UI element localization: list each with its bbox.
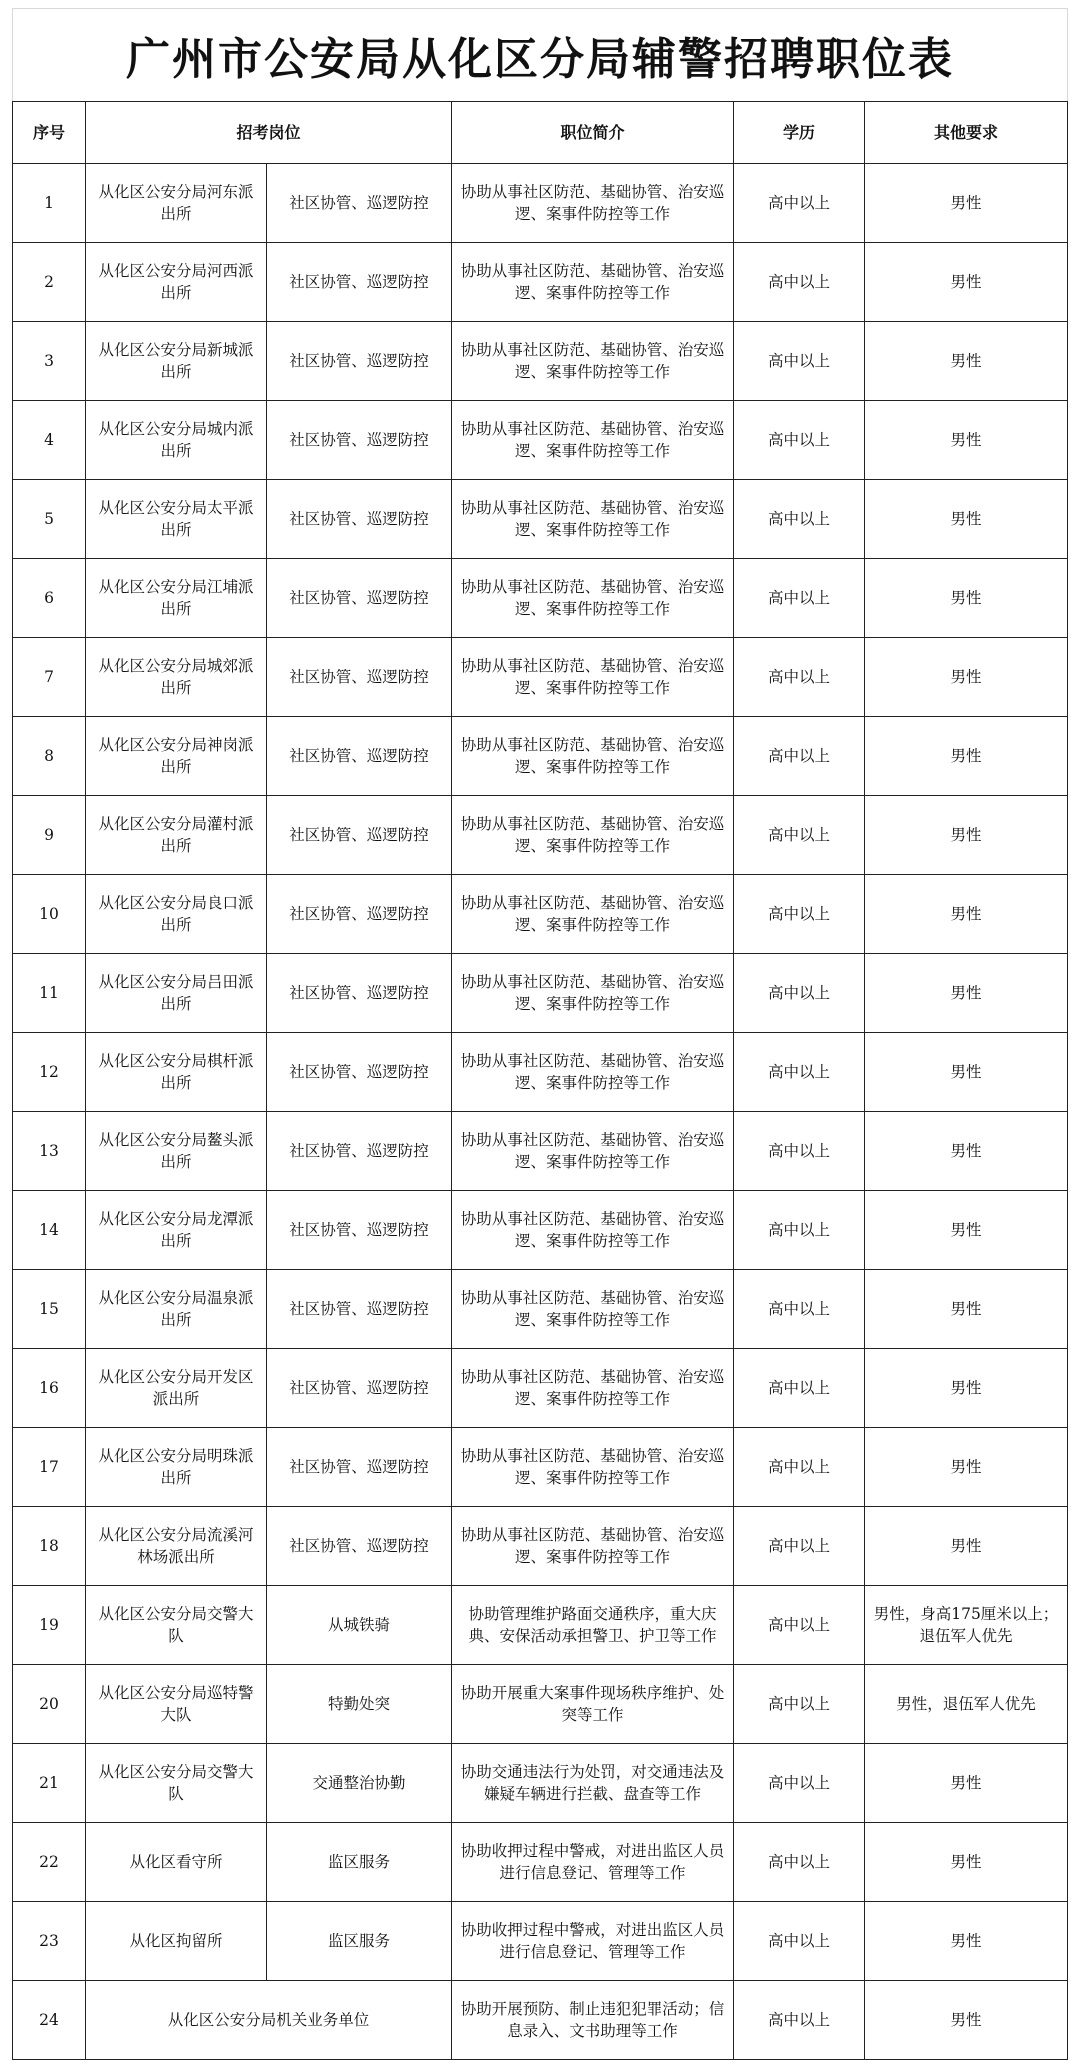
table-row bbox=[13, 638, 1068, 717]
header-education: 学历 bbox=[734, 102, 865, 164]
cell-other: 男性 bbox=[865, 1744, 1068, 1823]
cell-intro: 协助从事社区防范、基础协管、治安巡逻、案事件防控等工作 bbox=[452, 1428, 734, 1507]
table-row bbox=[13, 1744, 1068, 1823]
cell-intro: 协助收押过程中警戒，对进出监区人员进行信息登记、管理等工作 bbox=[452, 1902, 734, 1981]
cell-no: 20 bbox=[13, 1665, 86, 1744]
cell-other: 男性 bbox=[865, 322, 1068, 401]
table-row bbox=[13, 1507, 1068, 1586]
cell-education: 高中以上 bbox=[734, 559, 865, 638]
cell-no: 4 bbox=[13, 401, 86, 480]
cell-education: 高中以上 bbox=[734, 717, 865, 796]
table-row bbox=[13, 1665, 1068, 1744]
cell-intro: 协助从事社区防范、基础协管、治安巡逻、案事件防控等工作 bbox=[452, 638, 734, 717]
cell-unit: 从化区公安分局棋杆派出所 bbox=[86, 1033, 267, 1112]
cell-education: 高中以上 bbox=[734, 875, 865, 954]
table-row bbox=[13, 717, 1068, 796]
cell-post: 社区协管、巡逻防控 bbox=[267, 401, 452, 480]
table-row bbox=[13, 322, 1068, 401]
cell-post: 社区协管、巡逻防控 bbox=[267, 1428, 452, 1507]
cell-no: 6 bbox=[13, 559, 86, 638]
cell-intro: 协助从事社区防范、基础协管、治安巡逻、案事件防控等工作 bbox=[452, 401, 734, 480]
cell-intro: 协助开展重大案事件现场秩序维护、处突等工作 bbox=[452, 1665, 734, 1744]
cell-post: 社区协管、巡逻防控 bbox=[267, 638, 452, 717]
cell-unit: 从化区公安分局鳌头派出所 bbox=[86, 1112, 267, 1191]
cell-no: 9 bbox=[13, 796, 86, 875]
cell-no: 14 bbox=[13, 1191, 86, 1270]
cell-education: 高中以上 bbox=[734, 796, 865, 875]
cell-education: 高中以上 bbox=[734, 1586, 865, 1665]
cell-no: 3 bbox=[13, 322, 86, 401]
table-row bbox=[13, 1112, 1068, 1191]
cell-unit: 从化区公安分局交警大队 bbox=[86, 1744, 267, 1823]
table-row bbox=[13, 1428, 1068, 1507]
cell-intro: 协助从事社区防范、基础协管、治安巡逻、案事件防控等工作 bbox=[452, 796, 734, 875]
cell-no: 5 bbox=[13, 480, 86, 559]
cell-intro: 协助从事社区防范、基础协管、治安巡逻、案事件防控等工作 bbox=[452, 717, 734, 796]
table-row bbox=[13, 401, 1068, 480]
cell-post: 社区协管、巡逻防控 bbox=[267, 1033, 452, 1112]
cell-no: 8 bbox=[13, 717, 86, 796]
cell-intro: 协助从事社区防范、基础协管、治安巡逻、案事件防控等工作 bbox=[452, 1112, 734, 1191]
cell-other: 男性 bbox=[865, 1191, 1068, 1270]
cell-intro: 协助从事社区防范、基础协管、治安巡逻、案事件防控等工作 bbox=[452, 559, 734, 638]
cell-unit: 从化区公安分局城郊派出所 bbox=[86, 638, 267, 717]
cell-unit: 从化区公安分局龙潭派出所 bbox=[86, 1191, 267, 1270]
cell-post: 社区协管、巡逻防控 bbox=[267, 559, 452, 638]
cell-no: 10 bbox=[13, 875, 86, 954]
cell-unit: 从化区公安分局江埔派出所 bbox=[86, 559, 267, 638]
cell-no: 22 bbox=[13, 1823, 86, 1902]
cell-post: 社区协管、巡逻防控 bbox=[267, 164, 452, 243]
cell-unit: 从化区公安分局太平派出所 bbox=[86, 480, 267, 559]
cell-other: 男性 bbox=[865, 1112, 1068, 1191]
table-row bbox=[13, 243, 1068, 322]
table-row bbox=[13, 1902, 1068, 1981]
cell-education: 高中以上 bbox=[734, 1270, 865, 1349]
cell-unit: 从化区公安分局河东派出所 bbox=[86, 164, 267, 243]
cell-other: 男性 bbox=[865, 1902, 1068, 1981]
cell-intro: 协助管理维护路面交通秩序，重大庆典、安保活动承担警卫、护卫等工作 bbox=[452, 1586, 734, 1665]
cell-other: 男性 bbox=[865, 717, 1068, 796]
cell-no: 15 bbox=[13, 1270, 86, 1349]
cell-other: 男性 bbox=[865, 1823, 1068, 1902]
cell-post: 社区协管、巡逻防控 bbox=[267, 1270, 452, 1349]
table-header-row bbox=[13, 102, 1068, 164]
cell-education: 高中以上 bbox=[734, 1191, 865, 1270]
cell-other: 男性 bbox=[865, 164, 1068, 243]
cell-other: 男性 bbox=[865, 480, 1068, 559]
cell-post: 社区协管、巡逻防控 bbox=[267, 243, 452, 322]
cell-education: 高中以上 bbox=[734, 1665, 865, 1744]
cell-no: 19 bbox=[13, 1586, 86, 1665]
header-post: 招考岗位 bbox=[86, 102, 452, 164]
cell-other: 男性 bbox=[865, 1428, 1068, 1507]
cell-other: 男性 bbox=[865, 638, 1068, 717]
cell-post: 社区协管、巡逻防控 bbox=[267, 717, 452, 796]
cell-other: 男性 bbox=[865, 1981, 1068, 2060]
cell-education: 高中以上 bbox=[734, 954, 865, 1033]
cell-other: 男性 bbox=[865, 1033, 1068, 1112]
cell-intro: 协助从事社区防范、基础协管、治安巡逻、案事件防控等工作 bbox=[452, 480, 734, 559]
cell-post: 社区协管、巡逻防控 bbox=[267, 1112, 452, 1191]
positions-table bbox=[12, 101, 1068, 2060]
cell-unit: 从化区公安分局流溪河林场派出所 bbox=[86, 1507, 267, 1586]
cell-other: 男性 bbox=[865, 1507, 1068, 1586]
cell-post: 从城铁骑 bbox=[267, 1586, 452, 1665]
cell-unit: 从化区公安分局城内派出所 bbox=[86, 401, 267, 480]
cell-intro: 协助从事社区防范、基础协管、治安巡逻、案事件防控等工作 bbox=[452, 164, 734, 243]
table-row bbox=[13, 559, 1068, 638]
cell-education: 高中以上 bbox=[734, 1033, 865, 1112]
cell-education: 高中以上 bbox=[734, 1112, 865, 1191]
cell-intro: 协助从事社区防范、基础协管、治安巡逻、案事件防控等工作 bbox=[452, 875, 734, 954]
cell-no: 2 bbox=[13, 243, 86, 322]
header-intro: 职位简介 bbox=[452, 102, 734, 164]
cell-no: 13 bbox=[13, 1112, 86, 1191]
cell-unit: 从化区公安分局灌村派出所 bbox=[86, 796, 267, 875]
cell-no: 11 bbox=[13, 954, 86, 1033]
cell-education: 高中以上 bbox=[734, 164, 865, 243]
cell-post: 社区协管、巡逻防控 bbox=[267, 1191, 452, 1270]
cell-unit: 从化区公安分局河西派出所 bbox=[86, 243, 267, 322]
cell-no: 24 bbox=[13, 1981, 86, 2060]
cell-unit: 从化区看守所 bbox=[86, 1823, 267, 1902]
cell-unit: 从化区公安分局巡特警大队 bbox=[86, 1665, 267, 1744]
cell-education: 高中以上 bbox=[734, 480, 865, 559]
cell-unit: 从化区拘留所 bbox=[86, 1902, 267, 1981]
table-row bbox=[13, 164, 1068, 243]
cell-intro: 协助从事社区防范、基础协管、治安巡逻、案事件防控等工作 bbox=[452, 1349, 734, 1428]
header-no: 序号 bbox=[13, 102, 86, 164]
cell-intro: 协助从事社区防范、基础协管、治安巡逻、案事件防控等工作 bbox=[452, 243, 734, 322]
cell-education: 高中以上 bbox=[734, 401, 865, 480]
cell-other: 男性，身高175厘米以上；退伍军人优先 bbox=[865, 1586, 1068, 1665]
cell-other: 男性 bbox=[865, 401, 1068, 480]
cell-no: 12 bbox=[13, 1033, 86, 1112]
cell-unit: 从化区公安分局明珠派出所 bbox=[86, 1428, 267, 1507]
table-row bbox=[13, 480, 1068, 559]
cell-education: 高中以上 bbox=[734, 243, 865, 322]
cell-other: 男性 bbox=[865, 1270, 1068, 1349]
cell-no: 18 bbox=[13, 1507, 86, 1586]
cell-unit: 从化区公安分局交警大队 bbox=[86, 1586, 267, 1665]
cell-other: 男性 bbox=[865, 243, 1068, 322]
cell-intro: 协助从事社区防范、基础协管、治安巡逻、案事件防控等工作 bbox=[452, 1033, 734, 1112]
cell-post: 社区协管、巡逻防控 bbox=[267, 322, 452, 401]
cell-other: 男性 bbox=[865, 954, 1068, 1033]
cell-post: 社区协管、巡逻防控 bbox=[267, 1507, 452, 1586]
cell-education: 高中以上 bbox=[734, 1744, 865, 1823]
cell-intro: 协助从事社区防范、基础协管、治安巡逻、案事件防控等工作 bbox=[452, 1507, 734, 1586]
cell-post: 监区服务 bbox=[267, 1823, 452, 1902]
cell-post: 社区协管、巡逻防控 bbox=[267, 480, 452, 559]
cell-education: 高中以上 bbox=[734, 638, 865, 717]
cell-unit: 从化区公安分局机关业务单位 bbox=[86, 1981, 452, 2060]
cell-other: 男性 bbox=[865, 796, 1068, 875]
cell-post: 监区服务 bbox=[267, 1902, 452, 1981]
cell-unit: 从化区公安分局神岗派出所 bbox=[86, 717, 267, 796]
cell-intro: 协助开展预防、制止违犯犯罪活动；信息录入、文书助理等工作 bbox=[452, 1981, 734, 2060]
table-row bbox=[13, 1349, 1068, 1428]
cell-other: 男性 bbox=[865, 1349, 1068, 1428]
cell-post: 社区协管、巡逻防控 bbox=[267, 1349, 452, 1428]
cell-education: 高中以上 bbox=[734, 1981, 865, 2060]
cell-no: 17 bbox=[13, 1428, 86, 1507]
cell-intro: 协助从事社区防范、基础协管、治安巡逻、案事件防控等工作 bbox=[452, 322, 734, 401]
cell-education: 高中以上 bbox=[734, 1823, 865, 1902]
document-title: 广州市公安局从化区分局辅警招聘职位表 bbox=[126, 34, 954, 85]
cell-education: 高中以上 bbox=[734, 1428, 865, 1507]
cell-post: 社区协管、巡逻防控 bbox=[267, 796, 452, 875]
table-row bbox=[13, 1033, 1068, 1112]
cell-education: 高中以上 bbox=[734, 1507, 865, 1586]
cell-intro: 协助从事社区防范、基础协管、治安巡逻、案事件防控等工作 bbox=[452, 954, 734, 1033]
cell-unit: 从化区公安分局新城派出所 bbox=[86, 322, 267, 401]
cell-education: 高中以上 bbox=[734, 322, 865, 401]
table-row bbox=[13, 954, 1068, 1033]
cell-unit: 从化区公安分局温泉派出所 bbox=[86, 1270, 267, 1349]
cell-intro: 协助从事社区防范、基础协管、治安巡逻、案事件防控等工作 bbox=[452, 1270, 734, 1349]
cell-unit: 从化区公安分局开发区派出所 bbox=[86, 1349, 267, 1428]
cell-intro: 协助交通违法行为处罚，对交通违法及嫌疑车辆进行拦截、盘查等工作 bbox=[452, 1744, 734, 1823]
cell-no: 23 bbox=[13, 1902, 86, 1981]
cell-post: 社区协管、巡逻防控 bbox=[267, 954, 452, 1033]
cell-post: 特勤处突 bbox=[267, 1665, 452, 1744]
cell-other: 男性 bbox=[865, 875, 1068, 954]
cell-no: 7 bbox=[13, 638, 86, 717]
header-other: 其他要求 bbox=[865, 102, 1068, 164]
table-row bbox=[13, 1586, 1068, 1665]
cell-no: 1 bbox=[13, 164, 86, 243]
cell-intro: 协助从事社区防范、基础协管、治安巡逻、案事件防控等工作 bbox=[452, 1191, 734, 1270]
cell-education: 高中以上 bbox=[734, 1349, 865, 1428]
table-row bbox=[13, 1823, 1068, 1902]
table-row bbox=[13, 875, 1068, 954]
cell-unit: 从化区公安分局良口派出所 bbox=[86, 875, 267, 954]
cell-other: 男性 bbox=[865, 559, 1068, 638]
cell-no: 21 bbox=[13, 1744, 86, 1823]
table-row bbox=[13, 1191, 1068, 1270]
cell-intro: 协助收押过程中警戒，对进出监区人员进行信息登记、管理等工作 bbox=[452, 1823, 734, 1902]
table-row bbox=[13, 796, 1068, 875]
cell-post: 社区协管、巡逻防控 bbox=[267, 875, 452, 954]
cell-education: 高中以上 bbox=[734, 1902, 865, 1981]
cell-other: 男性，退伍军人优先 bbox=[865, 1665, 1068, 1744]
cell-unit: 从化区公安分局吕田派出所 bbox=[86, 954, 267, 1033]
table-row bbox=[13, 1981, 1068, 2060]
table-row bbox=[13, 1270, 1068, 1349]
cell-post: 交通整治协勤 bbox=[267, 1744, 452, 1823]
cell-no: 16 bbox=[13, 1349, 86, 1428]
